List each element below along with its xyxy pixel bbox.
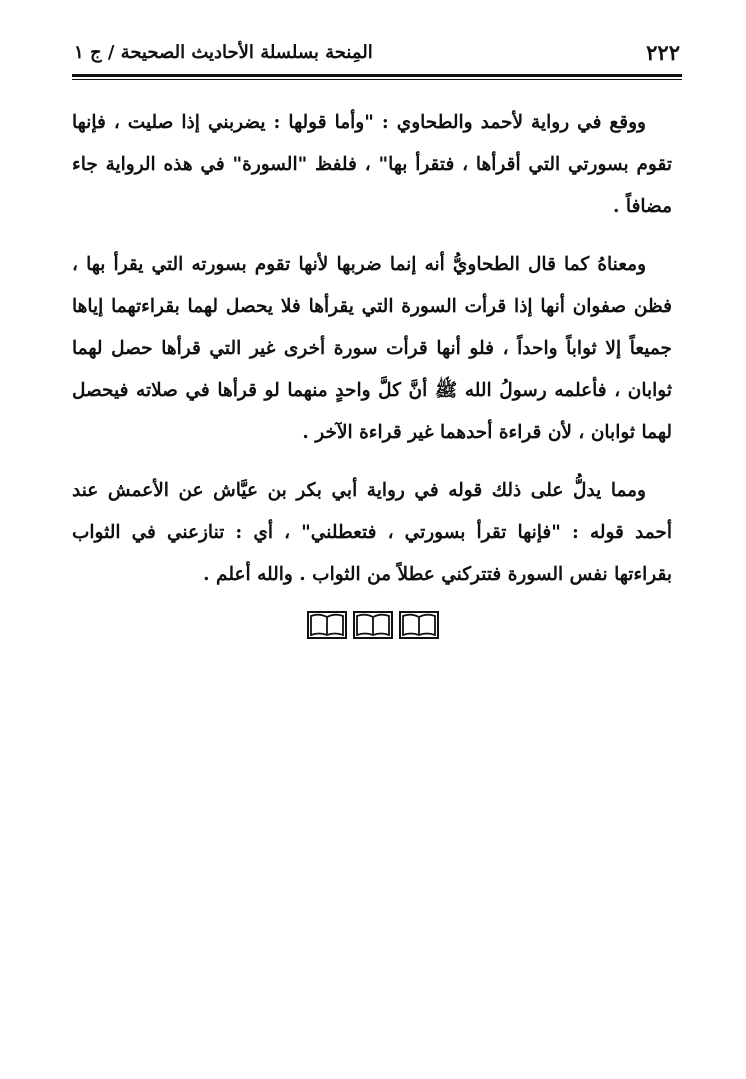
page-number: ٢٢٢: [646, 40, 680, 65]
open-book-icon: [307, 611, 347, 639]
paragraph-2: ومعناهُ كما قال الطحاويُّ أنه إنما ضربها لأنها تقوم بسورته التي يقرأ بها ، فظن صفوان أنها إذا قرأت السورة التي يقرأها فلا يحصل لهما بقراءتهما إياها جميعاً إلا ثواباً واحداً ، فلو أنها قرأت سورة أخرى غير التي قرأها حصل لهما ثوابان ، فأعلمه رسولُ الله ﷺ أنَّ كلَّ واحدٍ منهما لو قرأها في صلاته فيحصل لهما ثوابان ، لأن قراءة أحدهما غير قراءة الآخر .: [72, 254, 672, 443]
body-text: [72, 102, 672, 612]
header-rule-thin: [72, 79, 682, 80]
paragraph-3: ومما يدلُّ على ذلك قوله في رواية أبي بكر بن عيَّاش عن الأعمش عند أحمد قوله : "فإنها تقرأ بسورتي ، فتعطلني" ، أي : تنازعني في الثواب بقراءتها نفس السورة فتتركني عطلاً من الثواب . والله أعلم .: [72, 480, 672, 585]
open-book-icon: [399, 611, 439, 639]
end-ornament: [0, 611, 746, 639]
running-header: [74, 38, 680, 72]
header-rule-thick: [72, 74, 682, 77]
header-title: المِنحة بسلسلة الأحاديث الصحيحة / ج ١: [74, 42, 373, 63]
open-book-icon: [353, 611, 393, 639]
paragraph-1: ووقع في رواية لأحمد والطحاوي : "وأما قولها : يضربني إذا صليت ، فإنها تقوم بسورتي التي أقرأها ، فتقرأ بها" ، فلفظ "السورة" في هذه الرواية جاء مضافاً .: [72, 112, 672, 217]
